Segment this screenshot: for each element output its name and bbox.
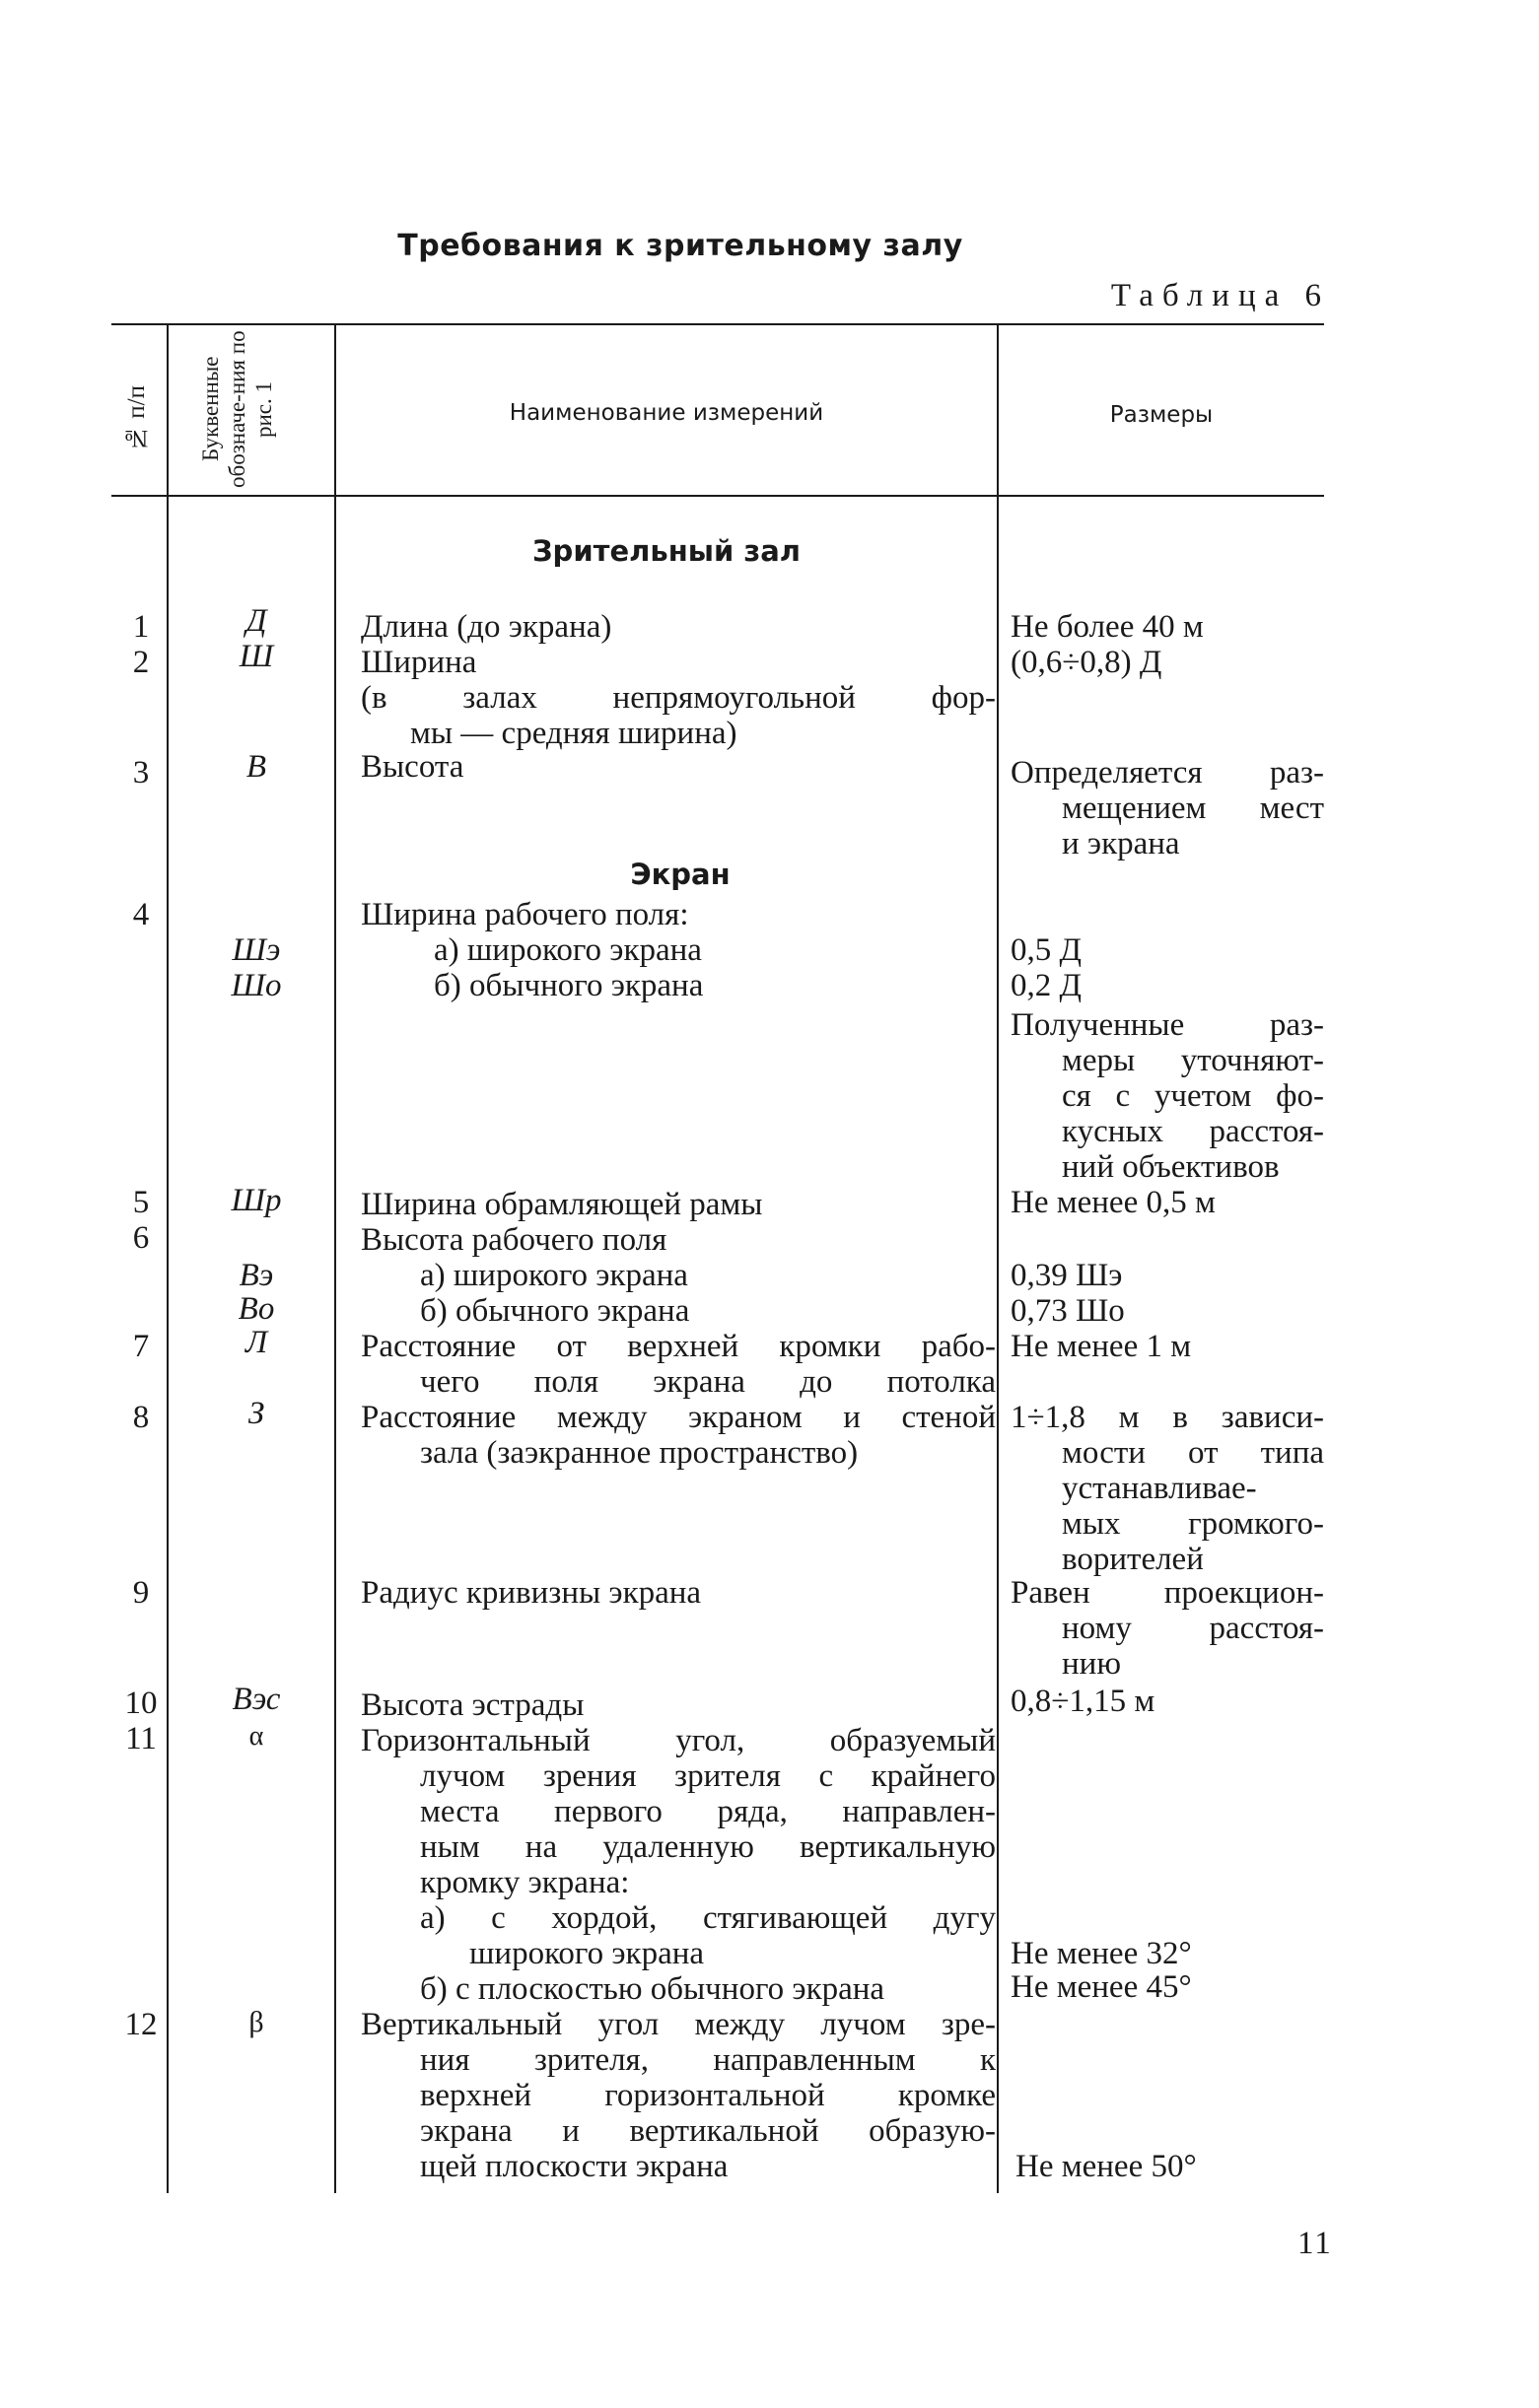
row-name: а) широкого экрана (434, 932, 702, 968)
row-size: мых громкого- (1062, 1506, 1324, 1542)
row-size: Определяется раз- (1011, 755, 1324, 791)
row-note: ний объективов (1062, 1149, 1280, 1185)
header-symbol: Буквенные обозначе-ния по рис. 1 (198, 330, 276, 488)
row-symbol: З (247, 1396, 265, 1431)
row-name: места первого ряда, направлен- (420, 1794, 996, 1829)
row-number: 11 (125, 1721, 157, 1756)
row-name: мы — средняя ширина) (410, 716, 737, 751)
header-size: Размеры (1109, 402, 1214, 428)
row-note: меры уточняют- (1062, 1043, 1324, 1078)
row-symbol: Шо (231, 968, 282, 1003)
row-name: Горизонтальный угол, образуемый (361, 1723, 996, 1758)
row-number: 5 (132, 1185, 150, 1220)
row-size: и экрана (1062, 826, 1180, 861)
row-number: 6 (132, 1220, 150, 1256)
row-name: б) обычного экрана (420, 1293, 690, 1329)
row-name: кромку экрана: (420, 1865, 630, 1900)
row-size: 0,39 Шэ (1011, 1258, 1123, 1293)
row-name: лучом зрения зрителя с крайнего (420, 1758, 996, 1794)
row-size: мещением мест (1062, 791, 1324, 826)
row-size: Не менее 1 м (1011, 1329, 1192, 1364)
row-name: Вертикальный угол между лучом зре- (361, 2007, 996, 2042)
row-size: (0,6÷0,8) Д (1011, 645, 1162, 680)
row-symbol: Шэ (232, 932, 281, 968)
row-symbol: В (245, 749, 267, 785)
row-size: мости от типа (1062, 1435, 1324, 1471)
row-symbol: β (248, 2006, 264, 2038)
row-name: Высота рабочего поля (361, 1222, 667, 1258)
row-name: Радиус кривизны экрана (361, 1575, 702, 1611)
page-title: Требования к зрительному залу (397, 229, 963, 263)
row-size: Не менее 32° (1011, 1936, 1192, 1971)
row-number: 3 (132, 755, 150, 791)
row-name: Длина (до экрана) (361, 609, 612, 645)
row-name: экрана и вертикальной образую- (420, 2113, 996, 2149)
row-number: 1 (132, 609, 150, 645)
row-size: 0,73 Шо (1011, 1293, 1125, 1329)
section-hall: Зрительный зал (531, 534, 802, 568)
column-divider-3 (997, 325, 999, 2193)
row-size: Не более 40 м (1011, 609, 1204, 645)
row-size: 0,8÷1,15 м (1011, 1684, 1155, 1719)
row-symbol: Л (245, 1325, 268, 1360)
header-number: № п/п (123, 385, 150, 452)
row-number: 9 (132, 1575, 150, 1611)
row-name: Ширина обрамляющей рамы (361, 1187, 763, 1222)
row-name: б) обычного экрана (434, 968, 704, 1003)
row-name: ния зрителя, направленным к (420, 2042, 996, 2078)
row-note: кусных расстоя- (1062, 1114, 1324, 1149)
row-note: Полученные раз- (1011, 1007, 1324, 1043)
row-name: верхней горизонтальной кромке (420, 2078, 996, 2113)
row-name: зала (заэкранное пространство) (420, 1435, 859, 1471)
row-name: а) широкого экрана (420, 1258, 688, 1293)
row-name: б) с плоскостью обычного экрана (420, 1971, 885, 2007)
row-symbol: Во (238, 1291, 275, 1327)
row-size: Не менее 0,5 м (1011, 1185, 1216, 1220)
row-name: Расстояние между экраном и стеной (361, 1400, 996, 1435)
row-number: 7 (132, 1329, 150, 1364)
row-name: широкого экрана (469, 1936, 705, 1971)
row-name: Ширина рабочего поля: (361, 897, 689, 932)
column-divider-2 (334, 325, 336, 2193)
row-name: чего поля экрана до потолка (420, 1364, 996, 1400)
row-size: ному расстоя- (1062, 1611, 1324, 1646)
row-size: устанавливае- (1062, 1471, 1257, 1506)
row-name: (в залах непрямоугольной фор- (361, 680, 996, 716)
row-size: 0,5 Д (1011, 932, 1083, 968)
row-name: ным на удаленную вертикальную (420, 1829, 996, 1865)
row-number: 10 (124, 1686, 158, 1721)
row-name: Ширина (361, 645, 477, 680)
row-size: нию (1062, 1646, 1121, 1682)
row-number: 8 (132, 1400, 150, 1435)
page-number: 11 (1297, 2226, 1333, 2261)
row-size: Не менее 50° (1015, 2149, 1197, 2184)
row-number: 2 (132, 645, 150, 680)
row-symbol: Шр (231, 1183, 282, 1218)
header-name: Наименование измерений (509, 400, 824, 426)
row-name: Высота (361, 749, 464, 785)
row-name: Расстояние от верхней кромки рабо- (361, 1329, 996, 1364)
table-top-rule (111, 323, 1324, 325)
row-size: ворителей (1062, 1542, 1204, 1577)
row-symbol: Д (245, 603, 267, 639)
row-size: 0,2 Д (1011, 968, 1083, 1003)
row-symbol: Вэ (239, 1258, 274, 1293)
row-symbol: Ш (239, 639, 274, 674)
row-note: ся с учетом фо- (1062, 1078, 1324, 1114)
row-size: 1÷1,8 м в зависи- (1011, 1400, 1324, 1435)
row-symbol: α (248, 1721, 264, 1752)
row-number: 12 (124, 2007, 158, 2042)
row-name: а) с хордой, стягивающей дугу (420, 1900, 996, 1936)
section-screen: Экран (630, 858, 731, 891)
row-number: 4 (132, 897, 150, 932)
row-name: щей плоскости экрана (420, 2149, 729, 2184)
table-label: Таблица 6 (1110, 278, 1330, 313)
row-size: Равен проекцион- (1011, 1575, 1324, 1611)
column-divider-1 (167, 325, 169, 2193)
row-symbol: Вэс (232, 1682, 281, 1717)
row-name: Высота эстрады (361, 1687, 585, 1723)
header-bottom-rule (111, 495, 1324, 497)
row-size: Не менее 45° (1011, 1969, 1192, 2005)
